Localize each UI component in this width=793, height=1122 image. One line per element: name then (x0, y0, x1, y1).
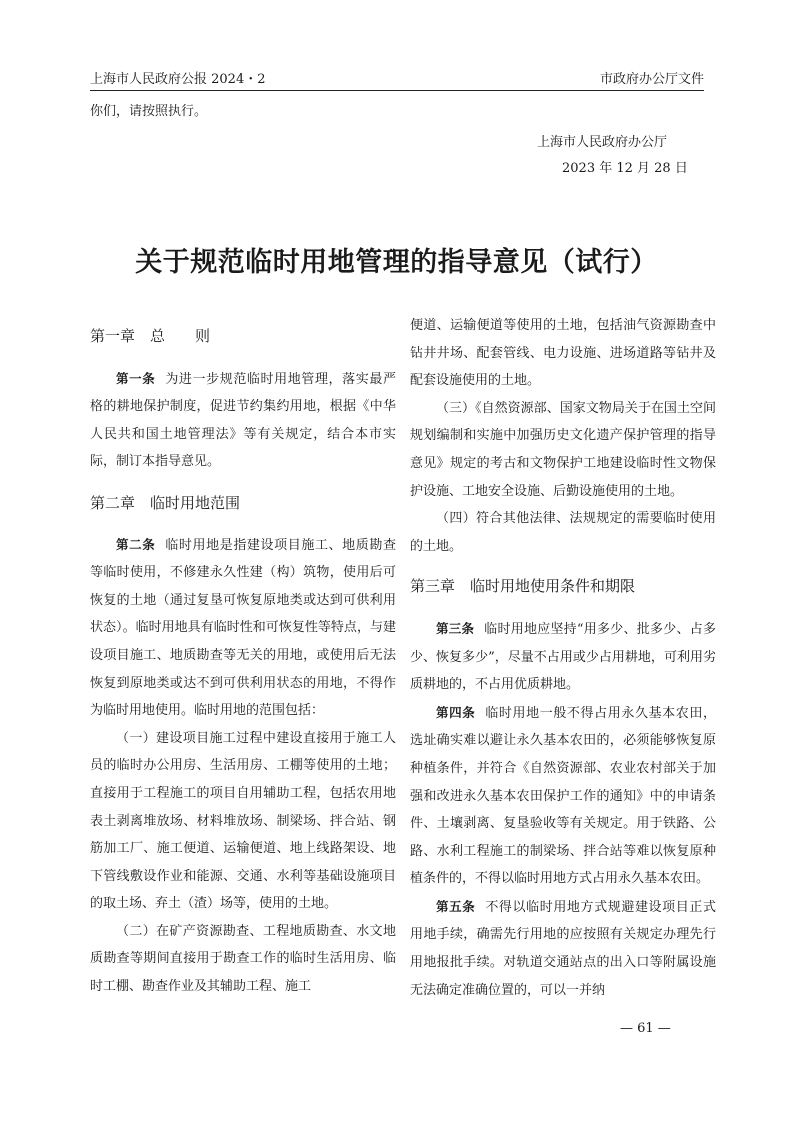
right-column (410, 312, 716, 1004)
article-2-item-continued: 便道、运输便道等使用的土地，包括油气资源勘查中钻井井场、配套管线、电力设施、进场道路等钻井及配套设施使用的土地。 (410, 318, 716, 389)
article-2 (90, 531, 396, 725)
article-label: 第五条 (436, 898, 476, 914)
page-number: — 61 — (620, 1021, 671, 1036)
article-text: 为进一步规范临时用地管理，落实最严格的耕地保护制度，促进节约集约用地，根据《中华人民共和国土地管理法》等有关规定，结合本市实际，制订本指导意见。 (90, 371, 396, 470)
closing-line: 你们，请按照执行。 (90, 104, 208, 119)
article-5 (410, 893, 716, 1004)
running-header (90, 66, 704, 91)
article-4 (410, 699, 716, 893)
section-name: 市政府办公厅文件 (599, 72, 704, 87)
publication-name: 上海市人民政府公报 2024・2 (90, 72, 266, 87)
article-2-item: （四）符合其他法律、法规规定的需要临时使用的土地。 (410, 511, 716, 554)
chapter-heading: 第二章 临时用地范围 (90, 493, 241, 512)
left-column (90, 312, 396, 1001)
signature-org: 上海市人民政府办公厅 (537, 135, 668, 150)
signature-date: 2023 年 12 月 28 日 (562, 161, 688, 176)
article-2-item: （二）在矿产资源勘查、工程地质勘查、水文地质勘查等期间直接用于勘查工作的临时生活用房、临时工棚、勘查作业及其辅助工程、施工 (90, 923, 396, 995)
article-1 (90, 365, 396, 476)
article-label: 第四条 (436, 704, 476, 720)
document-title: 关于规范临时用地管理的指导意见（试行） (135, 247, 658, 278)
article-label: 第一条 (116, 370, 156, 386)
article-text: 临时用地是指建设项目施工、地质勘查等临时使用，不修建永久性建（构）筑物，使用后可恢复的土地（通过复垦可恢复原地类或达到可供利用状态）。临时用地具有临时性和可恢复性等特点，与建设项目施工、地质勘查等无关的用地，或使用后无法恢复到原地类或达不到可供利用状态的用地，不得作为临时用地使用。临时用地的范围包括： (90, 537, 396, 719)
article-2-item: （三）《自然资源部、国家文物局关于在国土空间规划编制和实施中加强历史文化遗产保护管理的指导意见》规定的考古和文物保护工地建设临时性文物保护设施、工地安全设施、后勤设施使用的土地。 (410, 400, 716, 499)
article-label: 第三条 (436, 620, 475, 636)
article-label: 第二条 (116, 536, 156, 552)
chapter-heading: 第一章 总 则 (90, 327, 211, 345)
article-text: 临时用地应坚持“用多少、批多少、占多少、恢复多少”，尽量不占用或少占用耕地，可利用劣质耕地的，不占用优质耕地。 (410, 621, 716, 693)
article-3 (410, 615, 716, 699)
article-text: 临时用地一般不得占用永久基本农田，选址确实难以避让永久基本农田的，必须能够恢复原种植条件，并符合《自然资源部、农业农村部关于加强和改进永久基本农田保护工作的通知》中的申请条件、土壤剥离、复垦验收等有关规定。用于铁路、公路、水利工程施工的制梁场、拌合站等难以恢复原种植条件的，不得以临时用地方式占用永久基本农田。 (410, 705, 716, 887)
article-text: 不得以临时用地方式规避建设项目正式用地手续，确需先行用地的应按照有关规定办理先行用地报批手续。对轨道交通站点的出入口等附属设施无法确定准确位置的，可以一并纳 (410, 899, 716, 998)
chapter-heading: 第三章 临时用地使用条件和期限 (410, 577, 636, 596)
article-2-item: （一）建设项目施工过程中建设直接用于施工人员的临时办公用房、生活用房、工棚等使用的土地；直接用于工程施工的项目自用辅助工程，包括农用地表土剥离堆放场、材料堆放场、制梁场、拌合站、钢筋加工厂、施工便道、运输便道、地上线路架设、地下管线敷设作业和能源、交通、水利等基础设施项目的取土场、弃土（渣）场等，使用的土地。 (90, 730, 396, 912)
